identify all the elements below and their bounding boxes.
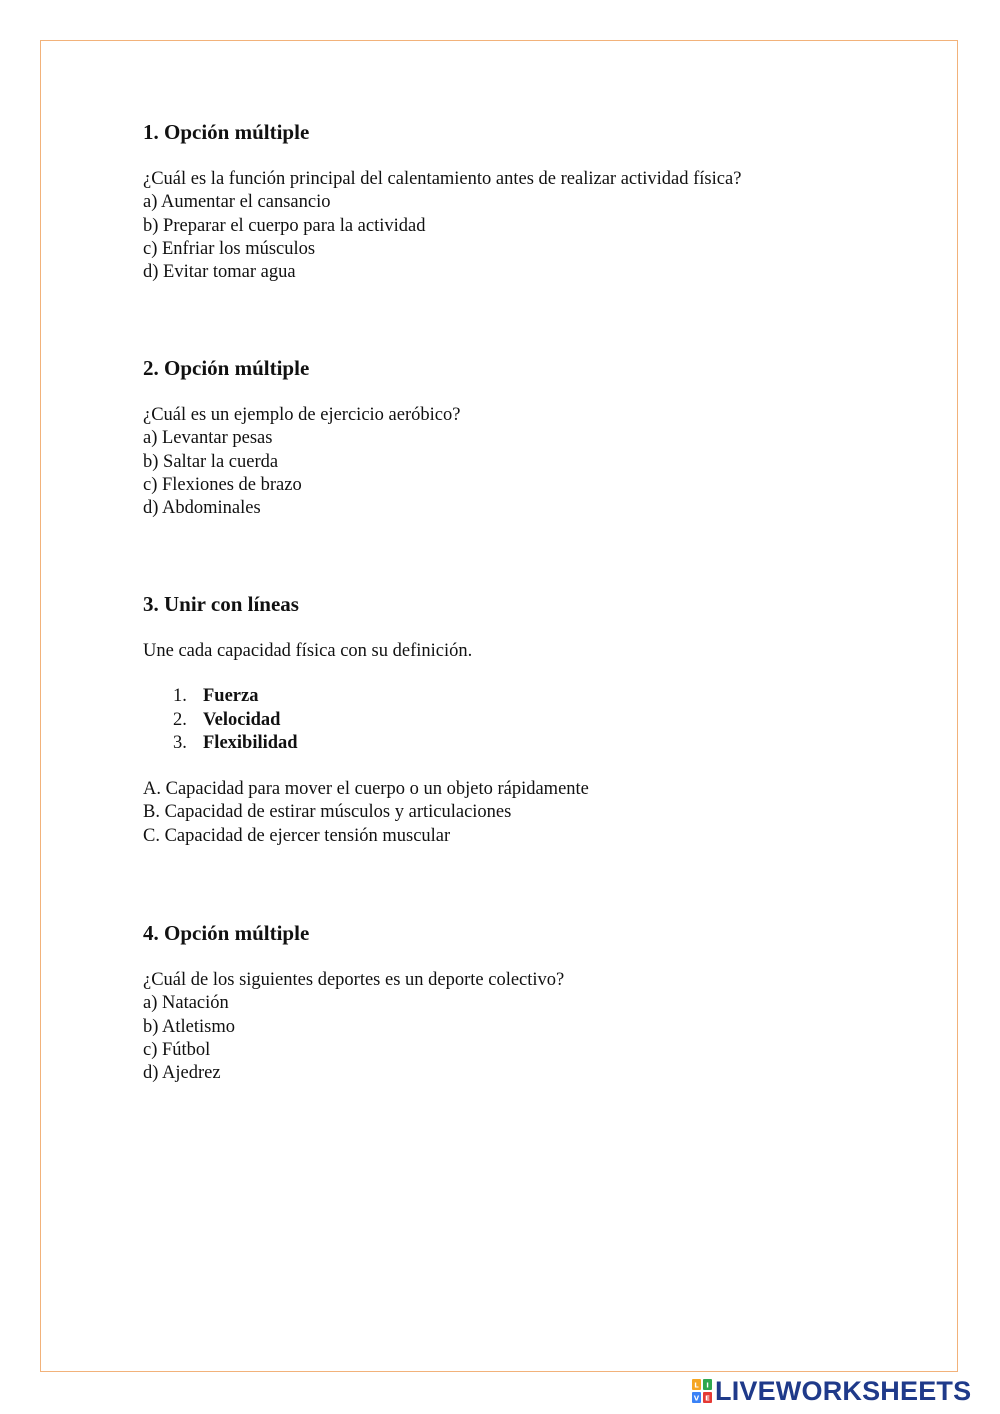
section-1 bbox=[143, 118, 923, 284]
term-item[interactable] bbox=[173, 709, 923, 732]
option-a: a) Aumentar el cansancio bbox=[143, 192, 331, 213]
section-heading: 4. Opción múltiple bbox=[143, 921, 310, 945]
term-number: 2. bbox=[173, 709, 187, 730]
option-c: c) Flexiones de brazo bbox=[143, 474, 302, 495]
definition-item[interactable]: C. Capacidad de ejercer tensión muscular bbox=[143, 825, 451, 846]
option-b: b) Saltar la cuerda bbox=[143, 451, 279, 472]
logo-letter-e: E bbox=[705, 1394, 710, 1403]
section-3 bbox=[143, 590, 923, 848]
liveworksheets-brand bbox=[692, 1376, 971, 1406]
definitions-list bbox=[143, 778, 923, 848]
option-d: d) Evitar tomar agua bbox=[143, 262, 296, 283]
option-c: c) Fútbol bbox=[143, 1039, 211, 1060]
question-text: ¿Cuál es la función principal del calentamiento antes de realizar actividad física? bbox=[143, 169, 742, 189]
liveworksheets-wordmark: LIVEWORKSHEETS bbox=[715, 1376, 972, 1406]
option-a: a) Levantar pesas bbox=[143, 428, 273, 449]
instruction-text: Une cada capacidad física con su definición. bbox=[143, 641, 473, 661]
term-number: 3. bbox=[173, 732, 187, 753]
option-d: d) Ajedrez bbox=[143, 1063, 221, 1084]
option-d: d) Abdominales bbox=[143, 498, 261, 519]
option-b: b) Atletismo bbox=[143, 1016, 235, 1037]
term-item[interactable] bbox=[173, 732, 923, 755]
section-2 bbox=[143, 354, 923, 520]
term-label: Velocidad bbox=[203, 709, 281, 730]
question-text: ¿Cuál es un ejemplo de ejercicio aeróbico? bbox=[143, 405, 461, 425]
option-a: a) Natación bbox=[143, 993, 229, 1014]
logo-letter-i: I bbox=[706, 1381, 709, 1390]
question-text: ¿Cuál de los siguientes deportes es un deporte colectivo? bbox=[143, 970, 565, 990]
section-heading: 2. Opción múltiple bbox=[143, 356, 310, 380]
liveworksheets-logo-icon bbox=[692, 1379, 712, 1403]
term-item[interactable] bbox=[173, 685, 923, 708]
definition-item[interactable]: B. Capacidad de estirar músculos y articulaciones bbox=[143, 802, 512, 823]
section-4 bbox=[143, 919, 923, 1085]
section-heading: 1. Opción múltiple bbox=[143, 120, 310, 144]
term-label: Fuerza bbox=[203, 686, 259, 707]
term-number: 1. bbox=[173, 686, 187, 707]
logo-letter-l: L bbox=[694, 1381, 699, 1390]
logo-letter-v: V bbox=[693, 1394, 700, 1403]
definition-item[interactable]: A. Capacidad para mover el cuerpo o un objeto rápidamente bbox=[143, 779, 589, 800]
option-c: c) Enfriar los músculos bbox=[143, 238, 316, 259]
term-label: Flexibilidad bbox=[203, 732, 298, 753]
terms-list bbox=[173, 685, 923, 755]
section-heading: 3. Unir con líneas bbox=[143, 592, 299, 616]
option-b: b) Preparar el cuerpo para la actividad bbox=[143, 215, 426, 236]
